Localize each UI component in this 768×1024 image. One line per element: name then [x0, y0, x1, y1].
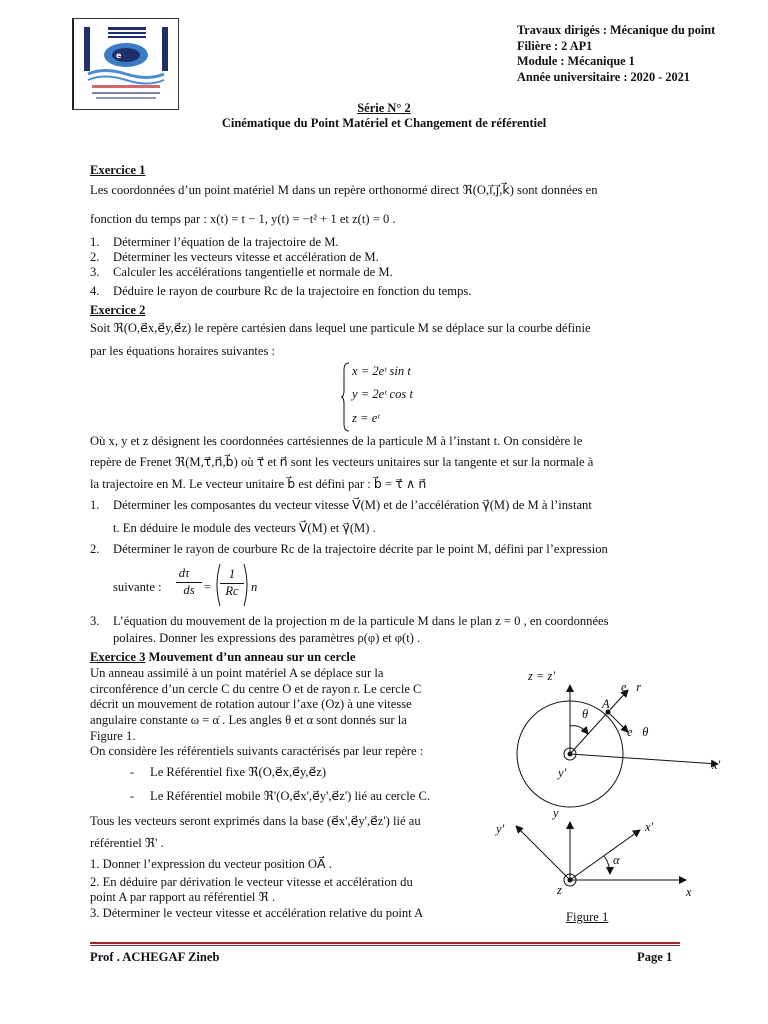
label-theta: θ: [582, 707, 589, 721]
exercise-3-title-rest: Mouvement d’un anneau sur un cercle: [145, 650, 356, 664]
x-prime-axis-line: [570, 754, 718, 764]
item-number: 1.: [90, 235, 100, 249]
fraction-denominator: ds: [183, 583, 195, 597]
label-z: z: [557, 883, 562, 897]
series-heading: [0, 101, 768, 131]
fraction-dtau-ds: [176, 566, 202, 598]
exercise-3-base-b: référentiel ℜ' .: [90, 836, 164, 850]
exercise-3-line: Figure 1.: [90, 729, 136, 743]
right-paren-icon: [243, 563, 251, 607]
header-line-4: Année universitaire : 2020 - 2021: [517, 69, 690, 84]
school-logo: [72, 18, 179, 110]
header-line-2: Filière : 2 AP1: [517, 38, 593, 53]
item-text: Déterminer le rayon de courbure Rc de la trajectoire décrite par le point M, défini par l’expression: [113, 542, 608, 556]
footer-rule-thin: [90, 945, 680, 946]
exercise-2-q2b-prefix: suivante :: [113, 580, 162, 594]
label-y-prime-bottom: y': [496, 822, 505, 836]
label-z-zprime: z = z': [528, 669, 556, 683]
item-text: L’équation du mouvement de la projection m de la particule M dans le plan z = 0 , en coordonnées: [113, 614, 609, 628]
exercise-3-line: Un anneau assimilé à un point matériel A se déplace sur la: [90, 666, 384, 680]
label-er: e⃗r: [621, 680, 642, 694]
exercise-3-heading: [90, 650, 356, 665]
item-number: 3.: [90, 614, 100, 628]
exercise-3-q3: 3. Déterminer le vecteur vitesse et accélération relative du point A: [90, 906, 424, 920]
exercise-3-title: Exercice 3: [90, 650, 146, 664]
exercise-3-q2a: 2. En déduire par dérivation le vecteur vitesse et accélération du: [90, 875, 413, 889]
y-prime-bottom-line: [516, 826, 570, 880]
exercise-3-line: angulaire constante ω = α̇ . Les angles θ et α sont donnés sur la: [90, 713, 407, 727]
exercise-2-p2a: Où x, y et z désignent les coordonnées cartésiennes de la particule M à l’instant t. On considère le: [90, 434, 583, 448]
exercise-1-intro-b: fonction du temps par : x(t) = t − 1, y(t) = −t² + 1 et z(t) = 0 .: [90, 212, 396, 226]
header-line-1: Travaux dirigés : Mécanique du point: [517, 23, 716, 37]
item-number: 2.: [90, 250, 100, 264]
equation-z: z = eᵗ: [352, 411, 380, 425]
exercise-2-title: Exercice 2: [90, 303, 146, 317]
exercise-3-line: circonférence d’un cercle C du centre O et de rayon r. Le cercle C: [90, 682, 422, 696]
item-text: Déterminer les composantes du vecteur vitesse V⃗(M) et de l’accélération γ⃗(M) de M à l’instant: [113, 498, 592, 512]
exercise-3-base-a: Tous les vecteurs seront exprimés dans la base (e⃗x',e⃗y',e⃗z') lié au: [90, 814, 421, 828]
item-number: 1.: [90, 498, 100, 512]
exercise-1-item: [90, 235, 339, 250]
item-number: 2.: [90, 542, 100, 556]
exercise-2-q2a: [90, 542, 608, 557]
ref-bullet-dash: -: [130, 765, 135, 779]
exercise-3-ref-fixe: Le Référentiel fixe ℜ(O,e⃗x,e⃗y,e⃗z): [150, 765, 327, 779]
alpha-arc: [604, 856, 610, 874]
item-number: 4.: [90, 284, 100, 298]
theta-arc: [570, 726, 588, 734]
exercise-2-q1b: t. En déduire le module des vecteurs V⃗(M) et γ⃗(M) .: [113, 521, 376, 535]
figure-caption: Figure 1: [566, 910, 609, 924]
exercise-2-p1a: Soit ℜ(O,e⃗x,e⃗y,e⃗z) le repère cartésien dans lequel une particule M se déplace sur la courbe définie: [90, 321, 591, 335]
ensak-logo-icon: [74, 19, 178, 109]
exercise-2-p1b: par les équations horaires suivantes :: [90, 344, 276, 358]
x-prime-bottom-line: [570, 830, 640, 880]
label-x-prime-bottom: x': [645, 820, 654, 834]
label-a: A: [602, 697, 610, 711]
exercise-1-item: [90, 265, 393, 280]
footer-rule: [90, 942, 680, 944]
series-number: Série N° 2: [357, 101, 411, 115]
equals-sign: =: [204, 580, 212, 594]
exercise-1-title: Exercice 1: [90, 163, 146, 177]
label-x: x: [686, 885, 692, 899]
item-number: 3.: [90, 265, 100, 279]
etheta-vector: [608, 712, 628, 732]
exercise-1-item: [90, 284, 471, 299]
exercise-2-q3b: polaires. Donner les expressions des paramètres ρ(φ) et φ(t) .: [113, 631, 421, 645]
item-text: Déterminer l’équation de la trajectoire de M.: [113, 235, 339, 249]
fraction-1-rc: [220, 567, 244, 599]
fraction-numerator: dτ⃗: [176, 566, 202, 583]
exercise-2-q1a: [90, 498, 592, 513]
fraction-denominator: Rc: [225, 584, 239, 598]
item-text: Calculer les accélérations tangentielle et normale de M.: [113, 265, 393, 279]
label-x-prime-top: x': [712, 758, 721, 772]
exercise-3-q2b: point A par rapport au référentiel ℜ .: [90, 890, 276, 904]
series-subtitle: Cinématique du Point Matériel et Changement de référentiel: [221, 116, 547, 130]
exercise-2-p2b: repère de Frenet ℜ(M,τ⃗,n⃗,b⃗) où τ⃗ et n⃗ sont les vecteurs unitaires sur la tangente et sur la normale à: [90, 455, 594, 469]
label-y: y: [553, 806, 559, 820]
exercise-2-q3a: [90, 614, 609, 629]
radius-oa: [570, 712, 608, 754]
normal-vector: n⃗: [251, 580, 268, 594]
item-text: Déterminer les vecteurs vitesse et accélération de M.: [113, 250, 379, 264]
exercise-3-line: décrit un mouvement de rotation autour l’axe (Oz) à une vitesse: [90, 697, 412, 711]
exercise-1-item: [90, 250, 379, 265]
exercise-3-ref-mobile: Le Référentiel mobile ℜ'(O,e⃗x',e⃗y',e⃗z') lié au cercle C.: [150, 789, 430, 803]
label-y-prime-top: y': [558, 766, 567, 780]
ref-bullet-dash: -: [130, 789, 135, 803]
label-etheta: e⃗θ: [627, 725, 649, 739]
footer-author: Prof . ACHEGAF Zineb: [90, 950, 220, 964]
equation-x: x = 2eᵗ sin t: [352, 364, 411, 378]
exercise-3-q1: 1. Donner l’expression du vecteur position OA⃗ .: [90, 857, 332, 871]
exercise-1-intro-a: Les coordonnées d’un point matériel M dans un repère orthonormé direct ℜ(O,i⃗,j⃗,k⃗) sont données en: [90, 183, 598, 197]
label-alpha: α: [613, 853, 620, 867]
fraction-numerator: 1: [220, 567, 244, 584]
equation-brace-icon: [340, 362, 350, 432]
item-text: Déduire le rayon de courbure Rc de la trajectoire en fonction du temps.: [113, 284, 472, 298]
origin-bottom-dot: [568, 878, 573, 883]
footer-page-number: Page 1: [637, 950, 673, 964]
exercise-2-p2c: la trajectoire en M. Le vecteur unitaire b⃗ est défini par : b⃗ = τ⃗ ∧ n⃗: [90, 477, 427, 491]
course-header: [517, 23, 715, 85]
svg-text:e: e: [116, 51, 122, 60]
equation-y: y = 2eᵗ cos t: [352, 387, 413, 401]
exercise-3-ref-intro: On considère les référentiels suivants caractérisés par leur repère :: [90, 744, 424, 758]
header-line-3: Module : Mécanique 1: [517, 54, 635, 68]
